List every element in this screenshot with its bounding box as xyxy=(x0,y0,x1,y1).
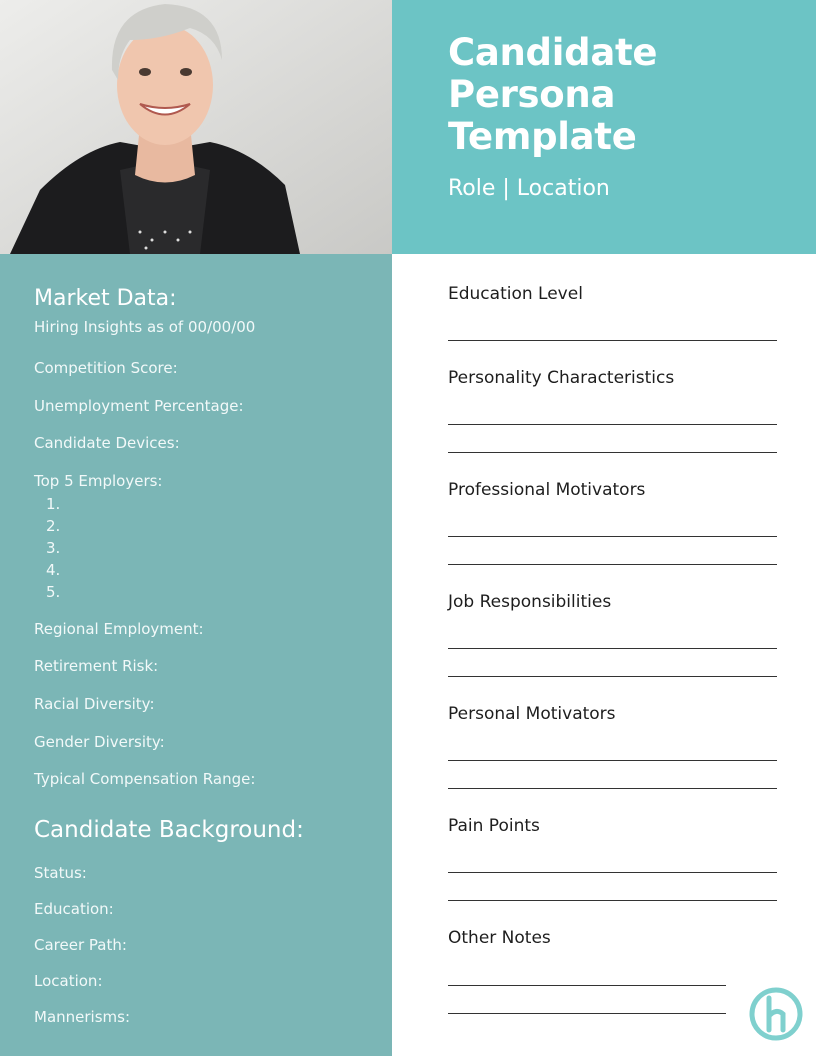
retirement-risk-label: Retirement Risk: xyxy=(34,657,159,675)
personal-line-1[interactable] xyxy=(448,760,777,761)
responsibilities-line-1[interactable] xyxy=(448,648,777,649)
education-level-line[interactable] xyxy=(448,340,777,341)
title-line-1: Candidate xyxy=(448,31,658,74)
professional-line-2[interactable] xyxy=(448,564,777,565)
portrait-illustration xyxy=(0,0,392,254)
career-path-label: Career Path: xyxy=(34,936,127,954)
education-label: Education: xyxy=(34,900,114,918)
portrait-photo xyxy=(0,0,392,254)
personal-line-2[interactable] xyxy=(448,788,777,789)
employer-number-4: 4. xyxy=(46,561,61,579)
professional-line-1[interactable] xyxy=(448,536,777,537)
personality-line-2[interactable] xyxy=(448,452,777,453)
personality-line-1[interactable] xyxy=(448,424,777,425)
racial-diversity-label: Racial Diversity: xyxy=(34,695,155,713)
employer-number-1: 1. xyxy=(46,495,61,513)
professional-motivators-label: Professional Motivators xyxy=(448,480,646,500)
page-title xyxy=(448,32,788,158)
gender-diversity-label: Gender Diversity: xyxy=(34,733,165,751)
pain-line-1[interactable] xyxy=(448,872,777,873)
pain-line-2[interactable] xyxy=(448,900,777,901)
location-label: Location: xyxy=(34,972,103,990)
competition-score-label: Competition Score: xyxy=(34,359,178,377)
candidate-devices-label: Candidate Devices: xyxy=(34,434,180,452)
employer-number-2: 2. xyxy=(46,517,61,535)
brand-logo-icon xyxy=(748,986,804,1042)
header-panel xyxy=(392,0,816,254)
compensation-range-label: Typical Compensation Range: xyxy=(34,770,256,788)
regional-employment-label: Regional Employment: xyxy=(34,620,204,638)
pain-points-label: Pain Points xyxy=(448,816,540,836)
personality-label: Personality Characteristics xyxy=(448,368,675,388)
education-level-label: Education Level xyxy=(448,284,583,304)
other-notes-label: Other Notes xyxy=(448,928,551,948)
other-notes-line-2[interactable] xyxy=(448,1013,726,1014)
employer-number-5: 5. xyxy=(46,583,61,601)
job-responsibilities-label: Job Responsibilities xyxy=(448,592,612,612)
unemployment-label: Unemployment Percentage: xyxy=(34,397,244,415)
candidate-background-heading: Candidate Background: xyxy=(34,817,304,843)
top-employers-label: Top 5 Employers: xyxy=(34,472,163,490)
hiring-insights-label: Hiring Insights as of 00/00/00 xyxy=(34,318,256,336)
personal-motivators-label: Personal Motivators xyxy=(448,704,616,724)
responsibilities-line-2[interactable] xyxy=(448,676,777,677)
title-line-3: Template xyxy=(448,115,637,158)
market-data-panel xyxy=(0,254,392,1056)
status-label: Status: xyxy=(34,864,87,882)
market-data-heading: Market Data: xyxy=(34,286,177,311)
employer-number-3: 3. xyxy=(46,539,61,557)
other-notes-line-1[interactable] xyxy=(448,985,726,986)
mannerisms-label: Mannerisms: xyxy=(34,1008,131,1026)
title-line-2: Persona xyxy=(448,73,616,116)
page-subtitle: Role | Location xyxy=(448,176,610,201)
